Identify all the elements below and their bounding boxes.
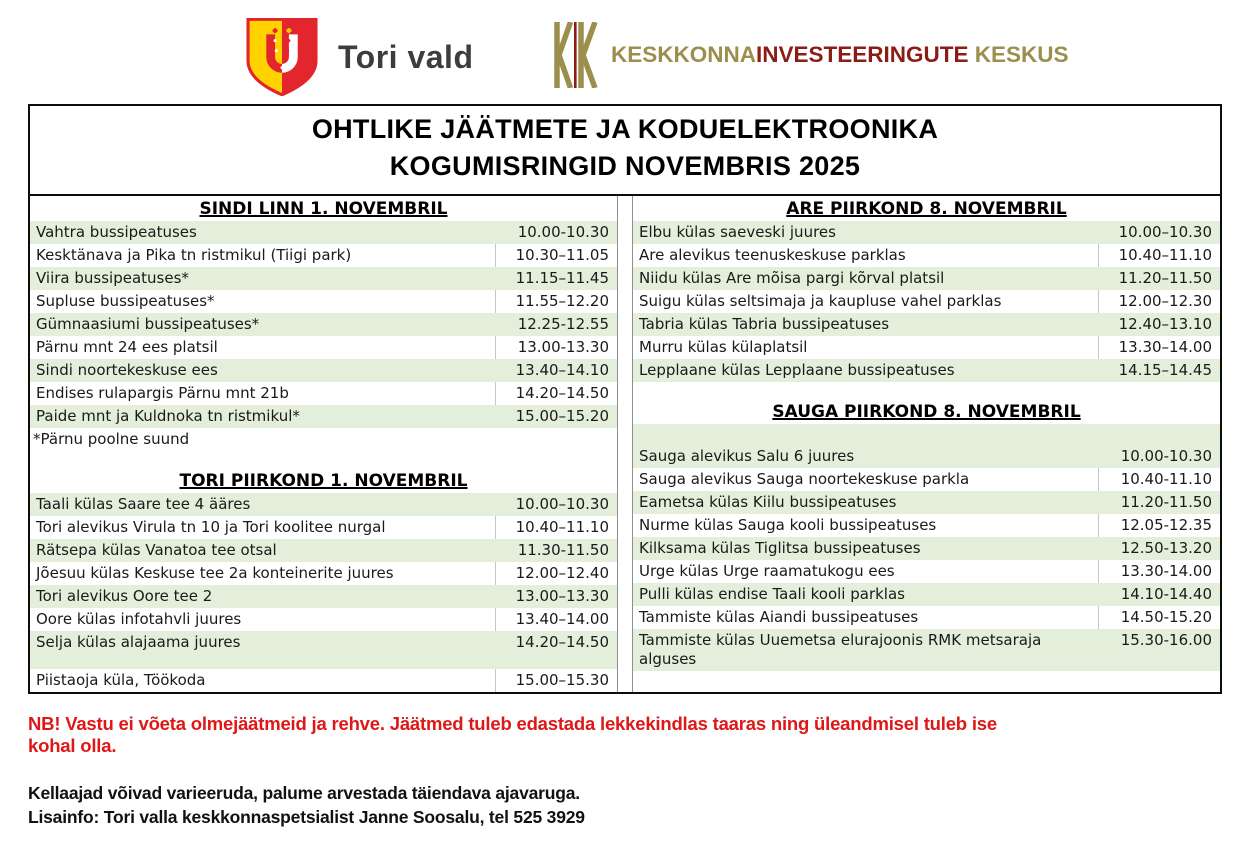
time-cell: 14.50-15.20: [1098, 606, 1220, 629]
location-cell: Taali külas Saare tee 4 ääres: [36, 495, 251, 513]
schedule-section: [633, 196, 1220, 382]
time-cell: 14.15–14.45: [1118, 361, 1212, 379]
time-cell: 11.55–12.20: [495, 290, 617, 313]
location-cell: Lepplaane külas Lepplaane bussipeatuses: [639, 361, 955, 379]
time-cell: 13.40–14.10: [515, 361, 609, 379]
schedule-box: [28, 104, 1222, 694]
location-cell: Are alevikus teenuskeskuse parklas: [639, 246, 906, 264]
time-cell: 12.00–12.30: [1098, 290, 1220, 313]
notices: [28, 713, 1222, 829]
schedule-row: [633, 313, 1220, 336]
time-cell: 14.10-14.40: [1120, 585, 1212, 603]
page-title-line1: OHTLIKE JÄÄTMETE JA KODUELEKTROONIKA: [311, 114, 939, 144]
location-cell: Tammiste külas Aiandi bussipeatuses: [639, 608, 919, 626]
schedule-row: [30, 313, 617, 336]
time-cell: 14.20–14.50: [515, 633, 609, 651]
time-cell: 14.20–14.50: [495, 382, 617, 405]
location-cell: Paide mnt ja Kuldnoka tn ristmikul*: [36, 407, 300, 425]
location-cell: Supluse bussipeatuses*: [36, 292, 215, 310]
time-cell: [495, 428, 617, 451]
schedule-row: [30, 221, 617, 244]
time-cell: 10.00-10.30: [517, 223, 609, 241]
schedule-section: [30, 468, 617, 692]
time-cell: 12.00–12.40: [495, 562, 617, 585]
footnote-row: [30, 428, 617, 451]
time-cell: 12.25-12.55: [517, 315, 609, 333]
nb-warning-line1: NB! Vastu ei võeta olmejäätmeid ja rehve. Jäätmed tuleb edastada lekkekindlas taaras ning üleandmisel tuleb ise: [28, 713, 997, 734]
location-cell: Tammiste külas Uuemetsa elurajoonis RMK metsaraja alguses: [639, 631, 1042, 668]
schedule-row: [633, 468, 1220, 491]
location-cell: Endises rulapargis Pärnu mnt 21b: [36, 384, 289, 402]
time-cell: 11.20-11.50: [1120, 493, 1212, 511]
page-title-line2: KOGUMISRINGID NOVEMBRIS 2025: [389, 151, 861, 181]
schedule-row: [30, 336, 617, 359]
schedule-row: [30, 493, 617, 516]
tori-vald-logo: [244, 18, 473, 96]
location-cell: Sindi noortekeskuse ees: [36, 361, 218, 379]
section-header: ARE PIIRKOND 8. NOVEMBRIL: [786, 199, 1067, 219]
location-cell: Kesktänava ja Pika tn ristmikul (Tiigi park): [36, 246, 352, 264]
schedule-row: [633, 221, 1220, 244]
tori-vald-wordmark: Tori vald: [338, 38, 474, 75]
location-cell: Vahtra bussipeatuses: [36, 223, 197, 241]
location-cell: Niidu külas Are mõisa pargi kõrval platsil: [639, 269, 945, 287]
schedule-row: [633, 629, 1220, 671]
time-cell: 15.00–15.20: [515, 407, 609, 425]
schedule-row: [30, 608, 617, 631]
time-cell: 13.30–14.00: [1098, 336, 1220, 359]
time-cell: 10.40-11.10: [1098, 468, 1220, 491]
time-cell: 12.05-12.35: [1098, 514, 1220, 537]
schedule-row: [30, 359, 617, 382]
tori-vald-coat-of-arms-icon: [244, 18, 320, 96]
kik-wordmark-investeeringute: INVESTEERINGUTE: [756, 42, 969, 67]
time-cell: 10.00–10.30: [515, 495, 609, 513]
location-cell: Eametsa külas Kiilu bussipeatuses: [639, 493, 897, 511]
location-cell: Nurme külas Sauga kooli bussipeatuses: [639, 516, 937, 534]
info-note-times: Kellaajad võivad varieeruda, palume arvestada täiendava ajavaruga.: [28, 783, 580, 803]
schedule-section: [30, 196, 617, 451]
time-cell: 11.30-11.50: [517, 541, 609, 559]
time-cell: 12.40–13.10: [1118, 315, 1212, 333]
schedule-row: [633, 537, 1220, 560]
location-cell: Pulli külas endise Taali kooli parklas: [639, 585, 905, 603]
info-notes: [28, 781, 1222, 829]
time-cell: 10.40–11.10: [495, 516, 617, 539]
location-cell: Kilksama külas Tiglitsa bussipeatuses: [639, 539, 921, 557]
schedule-row: [30, 562, 617, 585]
schedule-row: [633, 606, 1220, 629]
schedule-row: [633, 267, 1220, 290]
time-cell: 13.00-13.30: [495, 336, 617, 359]
column-right: [632, 196, 1220, 692]
location-cell: Urge külas Urge raamatukogu ees: [639, 562, 895, 580]
schedule-row: [633, 290, 1220, 313]
info-note-contact: Lisainfo: Tori valla keskkonnaspetsialist Janne Soosalu, tel 525 3929: [28, 807, 585, 827]
kik-wordmark: [611, 42, 1069, 68]
location-cell: Oore külas infotahvli juures: [36, 610, 242, 628]
schedule-row: [633, 491, 1220, 514]
location-cell: Suigu külas seltsimaja ja kaupluse vahel parklas: [639, 292, 1002, 310]
time-cell: 10.00-10.30: [1120, 447, 1212, 465]
time-cell: 11.15–11.45: [515, 269, 609, 287]
time-cell: 11.20–11.50: [1118, 269, 1212, 287]
location-cell: Pärnu mnt 24 ees platsil: [36, 338, 218, 356]
location-cell: Rätsepa külas Vanatoa tee otsal: [36, 541, 277, 559]
location-cell: Sauga alevikus Salu 6 juures: [639, 447, 855, 465]
kik-logo: [553, 22, 1069, 88]
time-cell: 13.00–13.30: [515, 587, 609, 605]
schedule-row: [30, 405, 617, 428]
schedule-row: [633, 336, 1220, 359]
time-cell: 10.00–10.30: [1118, 223, 1212, 241]
logo-header: [0, 0, 1250, 104]
column-gutter: [618, 196, 632, 692]
location-cell: *Pärnu poolne suund: [33, 430, 190, 448]
location-cell: Selja külas alajaama juures: [36, 633, 241, 651]
schedule-row: [633, 424, 1220, 468]
location-cell: Tabria külas Tabria bussipeatuses: [639, 315, 890, 333]
schedule-row: [30, 516, 617, 539]
section-header: TORI PIIRKOND 1. NOVEMBRIL: [179, 471, 468, 491]
time-cell: 15.30-16.00: [1120, 631, 1212, 649]
schedule-row: [30, 669, 617, 692]
schedule-row: [30, 382, 617, 405]
time-cell: 10.40–11.10: [1098, 244, 1220, 267]
location-cell: Jõesuu külas Keskuse tee 2a konteinerite juures: [36, 564, 394, 582]
schedule-row: [30, 539, 617, 562]
schedule-row: [633, 560, 1220, 583]
kik-wordmark-keskus: KESKUS: [968, 42, 1069, 67]
section-header: SAUGA PIIRKOND 8. NOVEMBRIL: [772, 402, 1081, 422]
schedule-row: [30, 267, 617, 290]
schedule-row: [30, 585, 617, 608]
schedule-row: [633, 244, 1220, 267]
kik-wordmark-keskkonna: KESKKONNA: [611, 42, 757, 67]
nb-warning: [28, 713, 1222, 757]
section-header: SINDI LINN 1. NOVEMBRIL: [199, 199, 448, 219]
location-cell: Viira bussipeatuses*: [36, 269, 189, 287]
time-cell: 13.40–14.00: [495, 608, 617, 631]
page-title: [30, 106, 1220, 196]
schedule-section: [633, 399, 1220, 671]
schedule-tables: [30, 196, 1220, 692]
column-left: [30, 196, 618, 692]
location-cell: Murru külas külaplatsil: [639, 338, 808, 356]
location-cell: Tori alevikus Oore tee 2: [36, 587, 213, 605]
kik-monogram-icon: [553, 22, 599, 88]
schedule-row: [633, 359, 1220, 382]
schedule-row: [633, 583, 1220, 606]
schedule-row: [30, 631, 617, 669]
nb-warning-line2: kohal olla.: [28, 735, 117, 756]
time-cell: 12.50-13.20: [1120, 539, 1212, 557]
time-cell: 10.30–11.05: [495, 244, 617, 267]
location-cell: Elbu külas saeveski juures: [639, 223, 836, 241]
location-cell: Tori alevikus Virula tn 10 ja Tori koolitee nurgal: [36, 518, 386, 536]
location-cell: Sauga alevikus Sauga noortekeskuse parkla: [639, 470, 970, 488]
location-cell: Piistaoja küla, Töökoda: [36, 671, 206, 689]
schedule-row: [30, 244, 617, 267]
schedule-row: [30, 290, 617, 313]
location-cell: Gümnaasiumi bussipeatuses*: [36, 315, 260, 333]
time-cell: 15.00–15.30: [495, 669, 617, 692]
schedule-row: [633, 514, 1220, 537]
time-cell: 13.30-14.00: [1098, 560, 1220, 583]
